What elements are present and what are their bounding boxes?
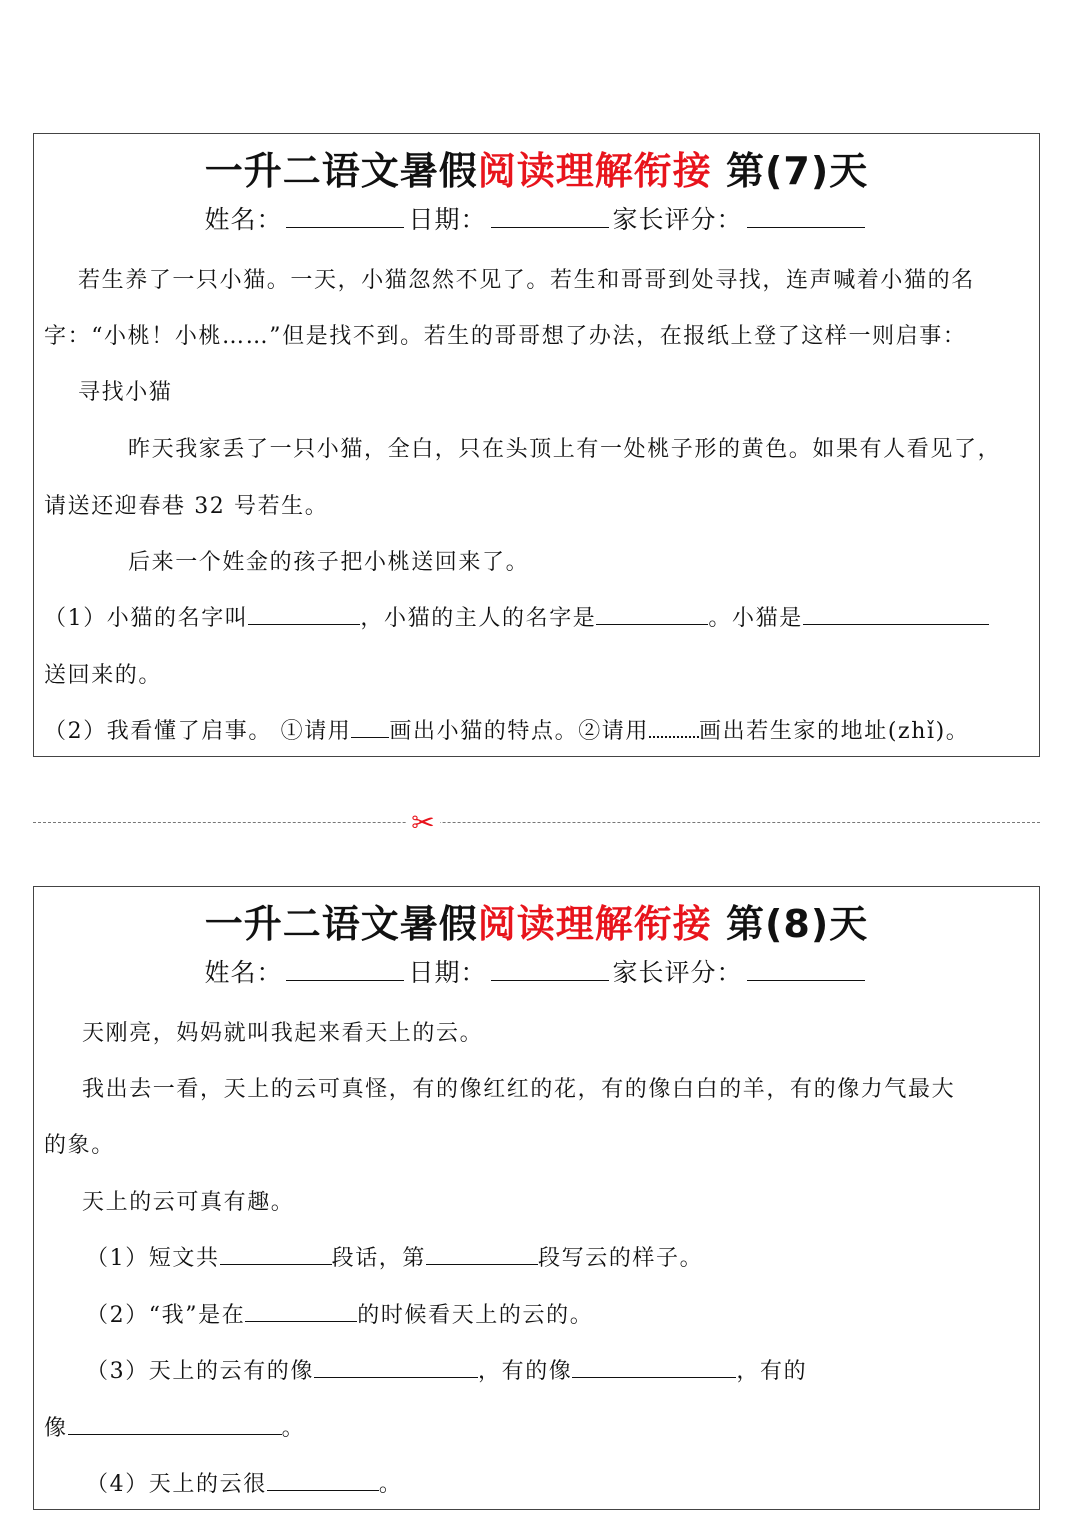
straight-underline-sample [351,717,389,738]
worksheet-day-7 [33,133,1040,757]
question-text: 段话，第 [331,1246,427,1271]
passage-line: 字：“小桃！小桃……”但是找不到。若生的哥哥想了办法，在报纸上登了这样一则启事： [44,324,967,349]
score-label: 家长评分： [612,958,743,987]
question-text: 。小猫是 [708,606,803,631]
title-highlight: 阅读理解衔接 [477,902,712,946]
date-blank[interactable] [491,958,609,981]
question-text: （2）我看懂了启事。 ①请用 [44,719,352,744]
title-day: 第(8)天 [711,902,869,946]
answer-blank[interactable] [220,1244,332,1265]
passage-line: 后来一个姓金的孩子把小桃送回来了。 [128,550,530,575]
answer-blank[interactable] [803,604,989,625]
question-text: 画出小猫的特点。②请用 [389,719,650,744]
name-label: 姓名： [204,958,283,987]
answer-blank[interactable] [426,1244,538,1265]
answer-blank[interactable] [314,1357,478,1378]
passage-line: 若生养了一只小猫。一天，小猫忽然不见了。若生和哥哥到处寻找，连声喊着小猫的名 [78,268,975,293]
title-day: 第(7)天 [711,149,869,193]
passage-line: 我出去一看，天上的云可真怪，有的像红红的花，有的像白白的羊，有的像力气最大 [82,1077,956,1102]
title-highlight: 阅读理解衔接 [477,149,712,193]
wavy-underline-sample [649,716,699,738]
answer-blank[interactable] [248,604,360,625]
question-text: ，有的像 [478,1359,573,1384]
score-label: 家长评分： [612,205,743,234]
worksheet-title [34,893,1039,948]
worksheet-day-8 [33,886,1040,1510]
question-text: ，小猫的主人的名字是 [360,606,597,631]
score-blank[interactable] [747,205,865,228]
question-text: 画出若生家的地址(zhǐ)。 [699,719,970,744]
student-info-row [34,953,1039,989]
date-label: 日期： [408,205,487,234]
answer-blank[interactable] [245,1301,357,1322]
student-info-row [34,200,1039,236]
name-blank[interactable] [286,205,404,228]
question-2 [86,1298,593,1329]
notice-heading: 寻找小猫 [78,380,173,405]
question-text: （1）小猫的名字叫 [44,606,249,631]
title-part: 一升二语文暑假 [204,149,478,193]
answer-blank[interactable] [572,1357,736,1378]
passage-line: 昨天我家丢了一只小猫，全白，只在头顶上有一处桃子形的黄色。如果有人看见了， [128,437,1002,462]
question-text: （3）天上的云有的像 [86,1359,314,1384]
question-1-cont: 送回来的。 [44,663,163,688]
name-blank[interactable] [286,958,404,981]
date-label: 日期： [408,958,487,987]
passage-line: 天刚亮，妈妈就叫我起来看天上的云。 [82,1021,484,1046]
question-text: 的时候看天上的云的。 [357,1303,594,1328]
passage-line: 天上的云可真有趣。 [82,1190,295,1215]
question-2 [44,714,969,745]
scissors-icon: ✂ [406,808,440,838]
question-1 [44,601,989,632]
question-text: 段写云的样子。 [538,1246,704,1271]
answer-blank[interactable] [68,1414,282,1435]
question-3 [86,1354,807,1385]
score-blank[interactable] [747,958,865,981]
question-text: ，有的 [736,1359,808,1384]
question-text: （4）天上的云很 [86,1472,267,1497]
question-text: （2）“我”是在 [86,1303,246,1328]
answer-blank[interactable] [596,604,708,625]
title-part: 一升二语文暑假 [204,902,478,946]
question-1 [86,1241,703,1272]
question-text: 。 [281,1416,306,1441]
question-3-cont [44,1411,305,1442]
question-4 [86,1467,402,1498]
question-text: （1）短文共 [86,1246,220,1271]
passage-line: 请送还迎春巷 32 号若生。 [44,494,329,519]
worksheet-title [34,140,1039,195]
name-label: 姓名： [204,205,283,234]
cut-line-divider [33,822,1040,823]
question-text: 。 [378,1472,403,1497]
date-blank[interactable] [491,205,609,228]
question-text: 像 [44,1416,68,1441]
answer-blank[interactable] [267,1470,379,1491]
passage-line: 的象。 [44,1133,115,1158]
